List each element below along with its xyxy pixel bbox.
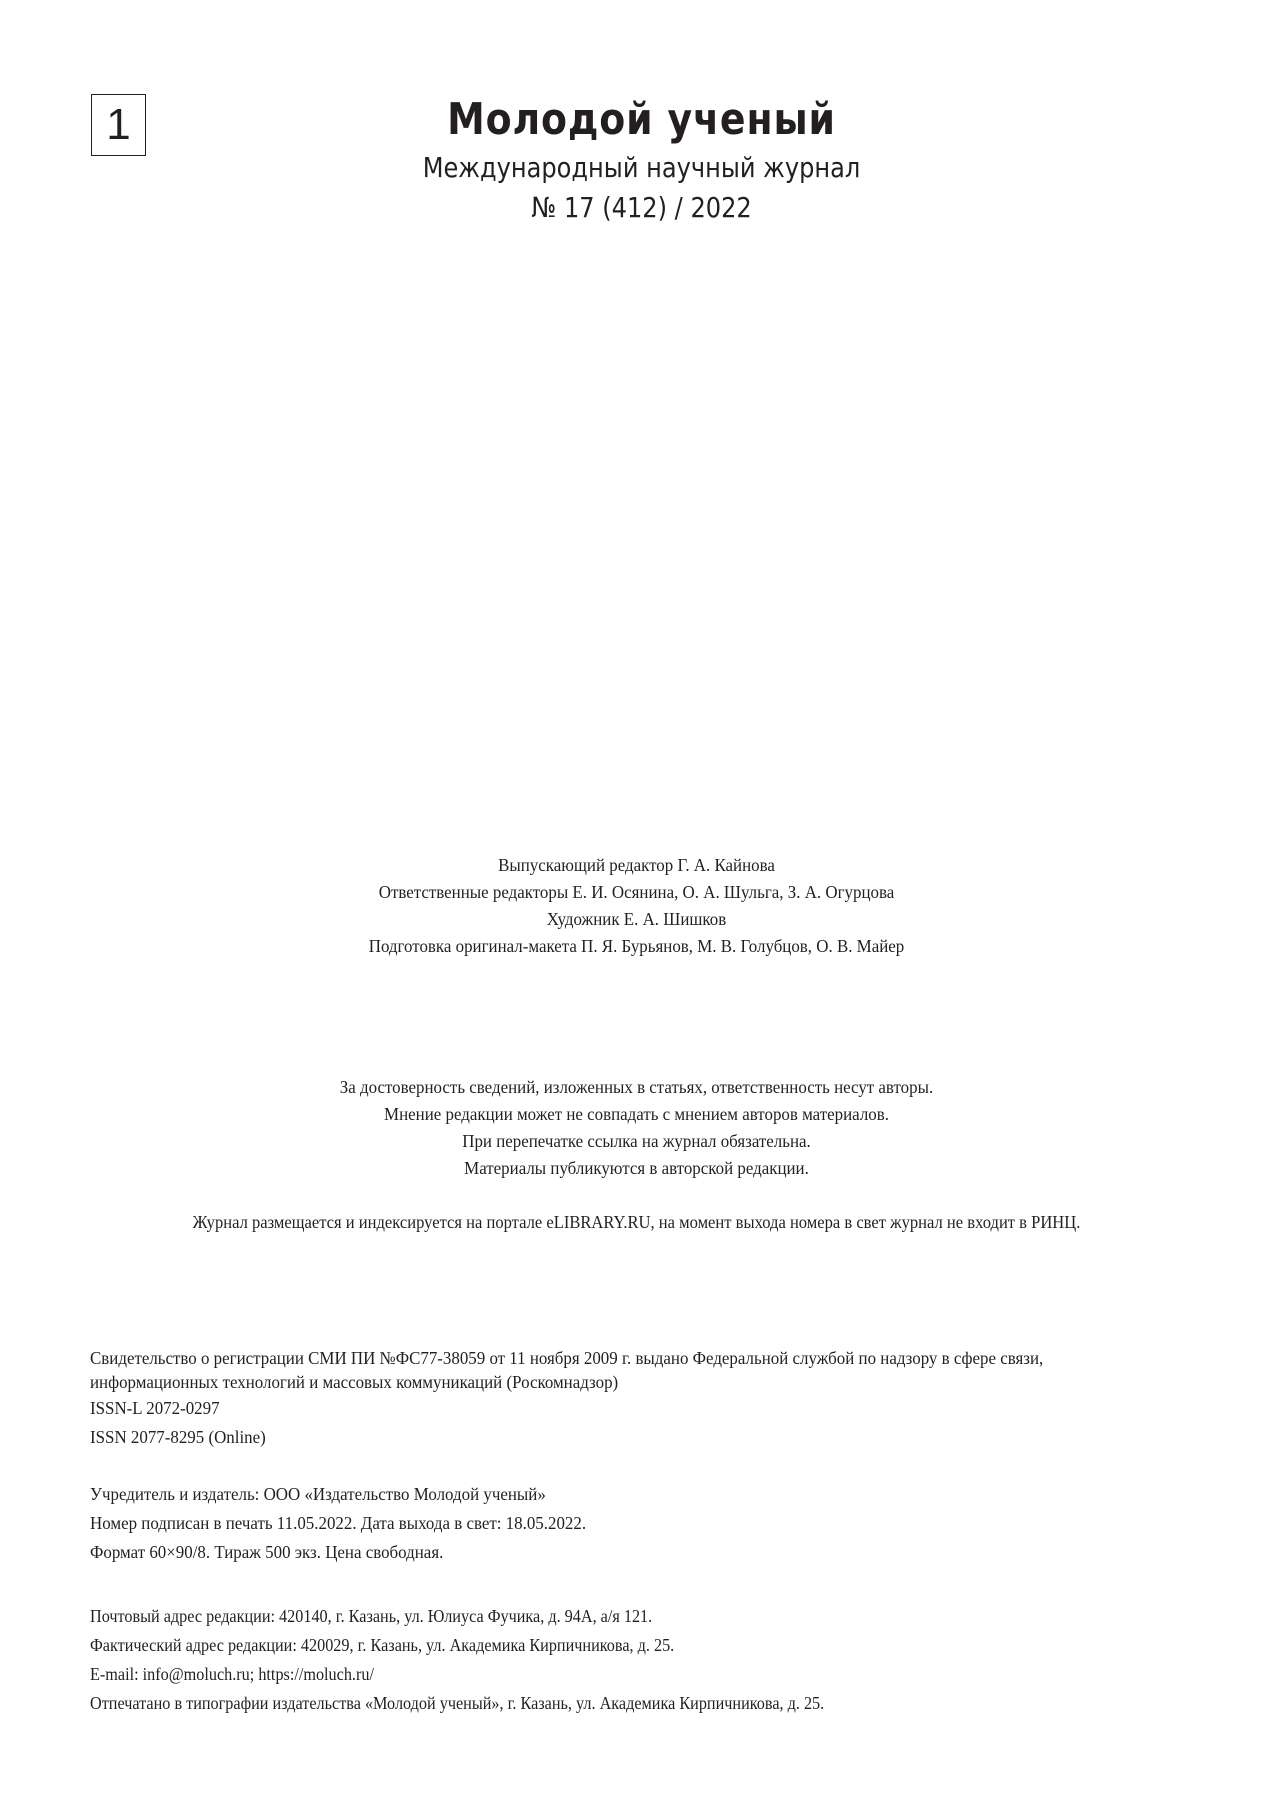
page-number: 1 — [91, 94, 146, 156]
indexing-text: Журнал размещается и индексируется на портале eLIBRARY.RU, на момент выхода номера в свет журнал не входит в РИНЦ. — [192, 1212, 1081, 1232]
issue-number: № 17 (412) / 2022 — [531, 191, 752, 224]
layout-preparation: Подготовка оригинал-макета П. Я. Бурьянов, М. В. Голубцов, О. В. Майер — [368, 936, 905, 956]
managing-editor: Выпускающий редактор Г. А. Кайнова — [498, 855, 775, 875]
responsible-editors: Ответственные редакторы Е. И. Осянина, О. А. Шульга, З. А. Огурцова — [378, 882, 895, 902]
disclaimers — [0, 1074, 1273, 1182]
printing-house: Отпечатано в типографии издательства «Молодой ученый», г. Казань, ул. Академика Кирпичникова, д. 25. — [90, 1693, 825, 1713]
registration-certificate-line1: Свидетельство о регистрации СМИ ПИ №ФС77-38059 от 11 ноября 2009 г. выдано Федеральной службой по надзору в сфере связи, — [90, 1348, 1044, 1368]
print-dates: Номер подписан в печать 11.05.2022. Дата выхода в свет: 18.05.2022. — [90, 1513, 587, 1533]
founder-publisher: Учредитель и издатель: ООО «Издательство Молодой ученый» — [90, 1484, 546, 1504]
issn-online: ISSN 2077-8295 (Online) — [90, 1427, 266, 1447]
artist: Художник Е. А. Шишков — [546, 909, 727, 929]
disclaimer-line: Материалы публикуются в авторской редакции. — [464, 1158, 809, 1178]
registration-certificate-line2: информационных технологий и массовых коммуникаций (Роскомнадзор) — [90, 1372, 619, 1392]
editorial-credits — [0, 852, 1273, 960]
journal-title: Молодой ученый — [447, 94, 836, 145]
indexing-notice — [0, 1209, 1273, 1236]
format-circulation: Формат 60×90/8. Тираж 500 экз. Цена свободная. — [90, 1542, 444, 1562]
postal-address: Почтовый адрес редакции: 420140, г. Казань, ул. Юлиуса Фучика, д. 94А, а/я 121. — [90, 1606, 653, 1626]
disclaimer-line: При перепечатке ссылка на журнал обязательна. — [462, 1131, 811, 1151]
disclaimer-line: Мнение редакции может не совпадать с мнением авторов материалов. — [384, 1104, 889, 1124]
contacts: E-mail: info@moluch.ru; https://moluch.ru/ — [90, 1664, 374, 1684]
address-info — [90, 1602, 1200, 1718]
journal-subtitle: Международный научный журнал — [422, 151, 861, 184]
publisher-info — [90, 1480, 1200, 1567]
issn-l: ISSN-L 2072-0297 — [90, 1398, 220, 1418]
disclaimer-line: За достоверность сведений, изложенных в статьях, ответственность несут авторы. — [339, 1077, 934, 1097]
registration-info — [90, 1346, 1200, 1452]
masthead — [0, 92, 1273, 228]
actual-address: Фактический адрес редакции: 420029, г. Казань, ул. Академика Кирпичникова, д. 25. — [90, 1635, 675, 1655]
